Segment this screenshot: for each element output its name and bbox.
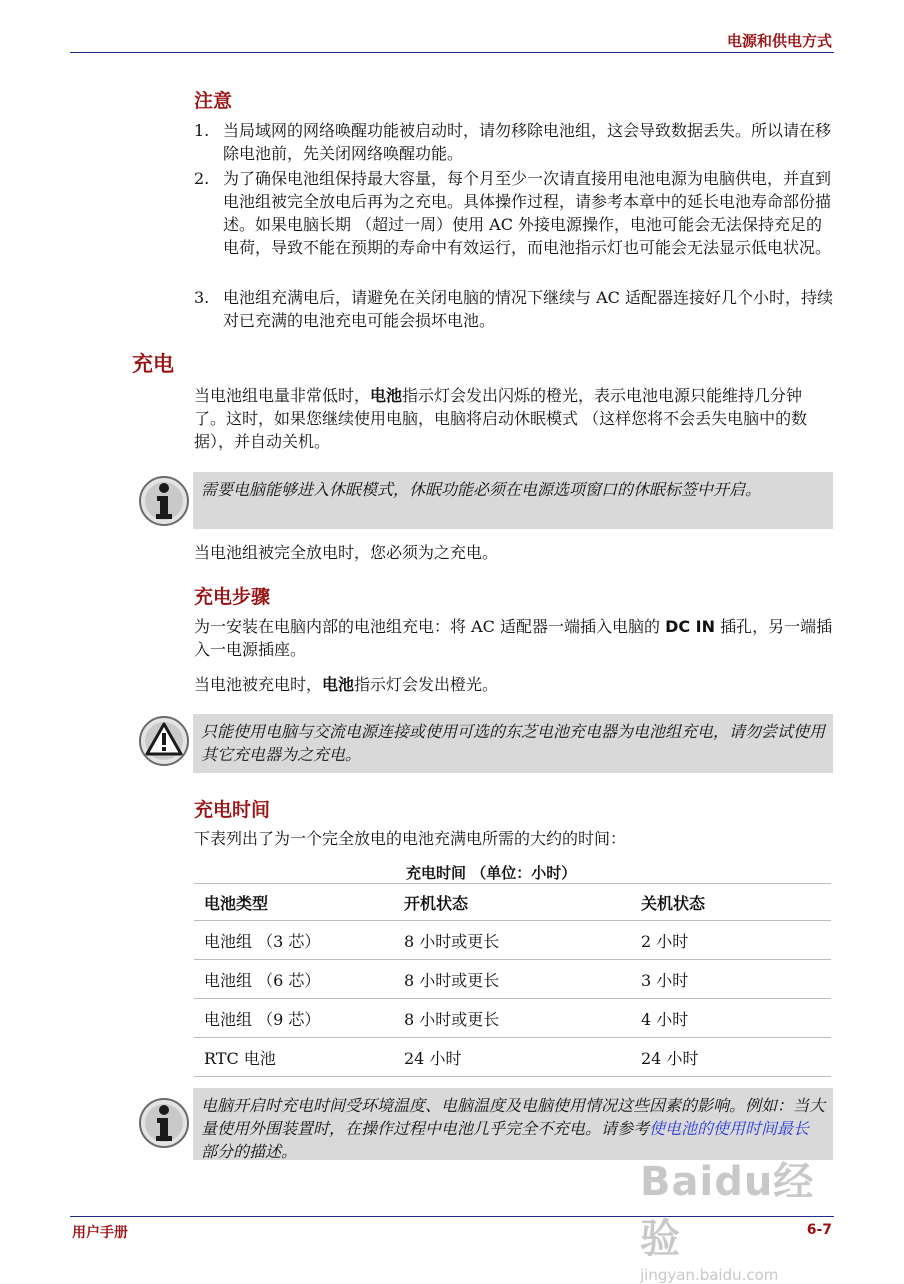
charge-time-table: [194, 883, 831, 1077]
notice-item-text: 电池组充满电后，请避免在关闭电脑的情况下继续与 AC 适配器连接好几个小时，持续对已充满的电池充电可能会损坏电池。: [223, 288, 833, 330]
running-header-title: 电源和供电方式: [726, 32, 832, 50]
procedure-text-a: 为一安装在电脑内部的电池组充电：将 AC 适配器一端插入电脑的: [194, 617, 666, 636]
table-row: [194, 960, 831, 999]
footer-manual-title: 用户手册: [72, 1225, 128, 1241]
notice-heading: 注意: [194, 90, 233, 112]
charge-time-heading: 充电时间: [194, 799, 271, 821]
table-row: [194, 921, 831, 960]
procedure-text-b: 插孔，另一端插入一电源插座。: [194, 617, 833, 659]
baidu-watermark: [640, 1150, 850, 1284]
table-row: [194, 999, 831, 1038]
note-text-a: 电脑开启时充电时间受环境温度、电脑温度及电脑使用情况这些因素的影响。例如：当大量使用外围装置时，在操作过程中电池几乎完全不充电。请参考: [201, 1096, 826, 1138]
charging-text-b: 指示灯会发出闪烁的橙光，表示电池电源只能维持几分钟了。这时，如果您继续使用电脑，电脑将启动休眠模式 （这样您将不会丢失电脑中的数据），并自动关机。: [194, 386, 808, 451]
notice-item-3: [194, 286, 834, 332]
charger-warning-note: 只能使用电脑与交流电源连接或使用可选的东芝电池充电器为电池组充电，请勿尝试使用其它充电器为之充电。: [193, 714, 833, 773]
charging-light-text-a: 当电池被充电时，: [194, 675, 323, 694]
column-header: 关机状态: [631, 884, 831, 921]
table-cell: 8 小时或更长: [394, 960, 631, 999]
watermark-url: jingyan.baidu.com: [640, 1266, 779, 1284]
header-rule: [70, 52, 834, 53]
table-cell: 8 小时或更长: [394, 921, 631, 960]
table-cell: 电池组 （9 芯）: [194, 999, 394, 1038]
battery-indicator-label: 电池: [322, 675, 355, 694]
table-cell: 24 小时: [394, 1038, 631, 1077]
table-header-row: [194, 884, 831, 921]
column-header: 开机状态: [394, 884, 631, 921]
charging-heading: 充电: [132, 352, 174, 376]
procedure-heading: 充电步骤: [194, 586, 271, 608]
hibernation-note: 需要电脑能够进入休眠模式，休眠功能必须在电源选项窗口的休眠标签中开启。: [193, 472, 833, 529]
charging-text-a: 当电池组电量非常低时，: [194, 386, 371, 405]
charging-paragraph: [194, 384, 834, 453]
info-icon: [138, 474, 190, 528]
table-cell: 3 小时: [631, 960, 831, 999]
notice-item-text: 当局域网的网络唤醒功能被启动时，请勿移除电池组，这会导致数据丢失。所以请在移除电池前，先关闭网络唤醒功能。: [223, 121, 832, 163]
table-cell: RTC 电池: [194, 1038, 394, 1077]
column-header: 电池类型: [194, 884, 394, 921]
notice-item-number: 2.: [194, 169, 210, 188]
dc-in-label: DC IN: [665, 617, 715, 636]
charge-time-intro: 下表列出了为一个完全放电的电池充满电所需的大约的时间：: [194, 829, 627, 848]
watermark-logo: Baidu经验: [640, 1159, 815, 1262]
table-row: [194, 1038, 831, 1077]
procedure-paragraph: [194, 615, 834, 661]
table-cell: 4 小时: [631, 999, 831, 1038]
battery-life-link[interactable]: 使电池的使用时间最长: [649, 1119, 810, 1138]
table-cell: 电池组 （3 芯）: [194, 921, 394, 960]
page-number: 6-7: [806, 1222, 832, 1238]
info-icon: [138, 1096, 190, 1150]
notice-item-number: 3.: [194, 288, 210, 307]
notice-item-text: 为了确保电池组保持最大容量，每个月至少一次请直接用电池电源为电脑供电，并直到电池组被完全放电后再为之充电。具体操作过程，请参考本章中的延长电池寿命部份描述。如果电脑长期 （超过一周）使用 AC 外接电源操作，电池可能会无法保持充足的电荷，导致不能在预期的寿命中有效运行，而电池指示灯也可能会无法显示低电状况。: [223, 169, 832, 257]
charging-light-paragraph: [194, 673, 834, 696]
notice-item-2: [194, 167, 834, 259]
table-cell: 8 小时或更长: [394, 999, 631, 1038]
table-caption: 充电时间 （单位：小时）: [406, 864, 577, 882]
table-cell: 2 小时: [631, 921, 831, 960]
notice-item-1: [194, 119, 834, 165]
discharged-paragraph: 当电池组被完全放电时，您必须为之充电。: [194, 543, 499, 562]
warning-icon: [138, 714, 190, 768]
charging-light-text-b: 指示灯会发出橙光。: [354, 675, 499, 694]
battery-indicator-label: 电池: [370, 386, 403, 405]
table-cell: 24 小时: [631, 1038, 831, 1077]
table-cell: 电池组 （6 芯）: [194, 960, 394, 999]
note-text-b: 部分的描述。: [201, 1142, 298, 1161]
notice-item-number: 1.: [194, 121, 210, 140]
